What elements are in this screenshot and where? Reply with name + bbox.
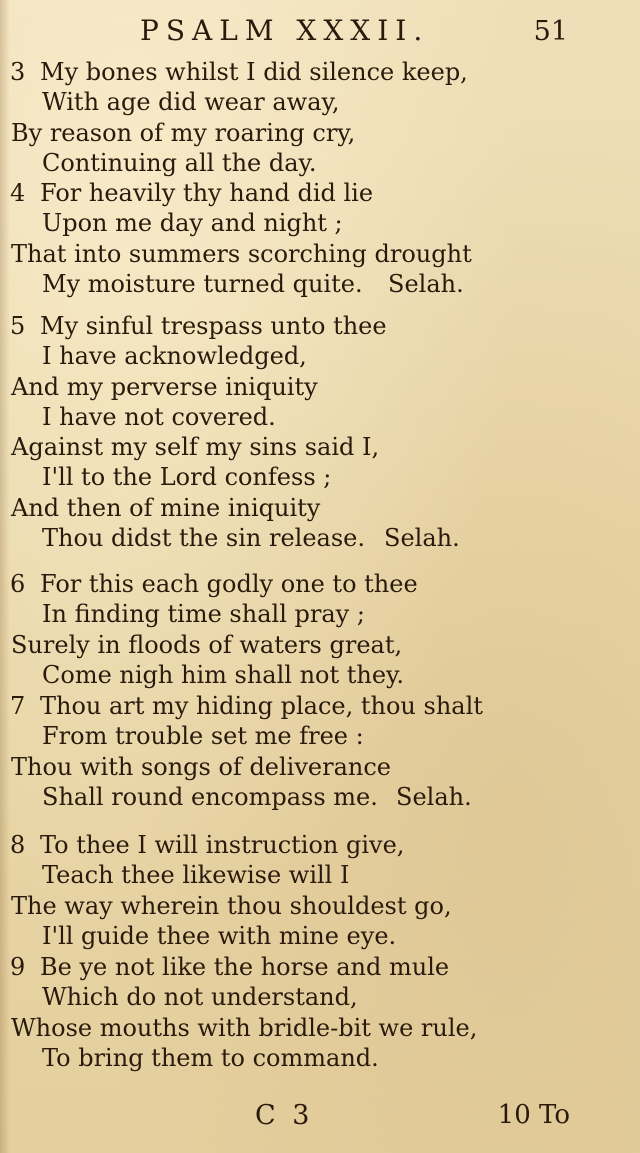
verse-text: For this each godly one to thee xyxy=(40,570,418,598)
verse-6-stanza xyxy=(0,569,640,690)
verse-3-stanza xyxy=(0,57,640,178)
verse-text: Thou didst the sin release. xyxy=(42,524,366,553)
verse-line xyxy=(0,691,640,721)
verse-text: I have not covered. xyxy=(42,402,276,431)
verse-number: 4 xyxy=(10,179,26,207)
verse-text: I'll guide thee with mine eye. xyxy=(42,921,397,950)
verse-text: Teach thee likewise will I xyxy=(42,861,350,890)
verse-5-stanza xyxy=(0,311,640,553)
verse-text: To thee I will instruction give, xyxy=(40,831,405,859)
verse-number: 7 xyxy=(10,692,26,720)
verse-text: My moisture turned quite. xyxy=(42,269,363,298)
verse-line xyxy=(0,402,640,432)
verse-line xyxy=(0,752,640,782)
verse-line xyxy=(0,721,640,751)
verse-4-stanza xyxy=(0,178,640,299)
verse-text: Shall round encompass me. xyxy=(42,782,378,811)
verse-line xyxy=(0,432,640,462)
verse-7-stanza xyxy=(0,691,640,812)
verse-8-stanza xyxy=(0,830,640,951)
verse-text: I have acknowledged, xyxy=(42,342,307,371)
verse-line xyxy=(0,148,640,178)
verse-text: By reason of my roaring cry, xyxy=(11,118,356,147)
verse-text: Thou art my hiding place, thou shalt xyxy=(40,692,483,720)
verse-text: From trouble set me free : xyxy=(42,722,364,751)
verse-text: Come nigh him shall not they. xyxy=(42,660,405,689)
selah-marker: Selah. xyxy=(388,269,464,298)
verse-text: And then of mine iniquity xyxy=(11,493,321,522)
verse-line xyxy=(0,860,640,890)
verse-line xyxy=(0,87,640,117)
verse-line xyxy=(0,493,640,523)
verse-text: Whose mouths with bridle-bit we rule, xyxy=(11,1013,478,1042)
verse-line xyxy=(0,118,640,148)
signature-mark: C 3 xyxy=(255,1100,314,1131)
verse-text: Thou with songs of deliverance xyxy=(11,752,392,781)
running-title: PSALM XXXII. xyxy=(140,14,430,47)
verse-number: 9 xyxy=(10,953,26,981)
verse-text: Against my self my sins said I, xyxy=(11,433,380,462)
verse-line xyxy=(0,341,640,371)
verse-line xyxy=(0,782,640,812)
verse-text: To bring them to command. xyxy=(42,1043,379,1072)
catchword: 10 To xyxy=(497,1100,570,1130)
verse-text: With age did wear away, xyxy=(42,88,340,117)
verse-line xyxy=(0,982,640,1012)
verse-text: Upon me day and night ; xyxy=(42,209,343,238)
verse-line xyxy=(0,630,640,660)
verse-number: 6 xyxy=(10,570,26,598)
verse-line xyxy=(0,891,640,921)
verse-text: I'll to the Lord confess ; xyxy=(42,463,332,492)
verse-line xyxy=(0,952,640,982)
verse-line xyxy=(0,372,640,402)
verse-text: Surely in floods of waters great, xyxy=(11,630,403,659)
verse-text: For heavily thy hand did lie xyxy=(40,179,374,207)
verse-line xyxy=(0,830,640,860)
verse-text: And my perverse iniquity xyxy=(11,372,318,401)
selah-marker: Selah. xyxy=(396,782,472,811)
verse-line xyxy=(0,57,640,87)
page-number: 51 xyxy=(533,16,568,47)
verse-number: 3 xyxy=(10,58,26,86)
verse-line xyxy=(0,311,640,341)
verse-number: 5 xyxy=(10,312,26,340)
page-footer xyxy=(0,1100,640,1140)
verse-text: That into summers scorching drought xyxy=(11,239,472,268)
verse-text: Be ye not like the horse and mule xyxy=(40,953,450,981)
verse-line xyxy=(0,178,640,208)
verse-line xyxy=(0,1043,640,1073)
selah-marker: Selah. xyxy=(384,524,460,553)
verse-line xyxy=(0,462,640,492)
verse-line xyxy=(0,569,640,599)
verse-line xyxy=(0,208,640,238)
verse-text: My bones whilst I did silence keep, xyxy=(40,58,468,86)
verse-line xyxy=(0,660,640,690)
verse-number: 8 xyxy=(10,831,26,859)
verse-text: Which do not understand, xyxy=(42,983,358,1012)
verse-line xyxy=(0,1013,640,1043)
verse-text: In finding time shall pray ; xyxy=(42,600,365,629)
verse-line xyxy=(0,523,640,553)
verse-text: My sinful trespass unto thee xyxy=(40,312,387,340)
verse-text: The way wherein thou shouldest go, xyxy=(11,891,452,920)
page-header xyxy=(0,14,640,54)
verse-text: Continuing all the day. xyxy=(42,148,317,177)
verse-line xyxy=(0,239,640,269)
verse-9-stanza xyxy=(0,952,640,1073)
verse-line xyxy=(0,921,640,951)
verse-line xyxy=(0,269,640,299)
verse-line xyxy=(0,599,640,629)
